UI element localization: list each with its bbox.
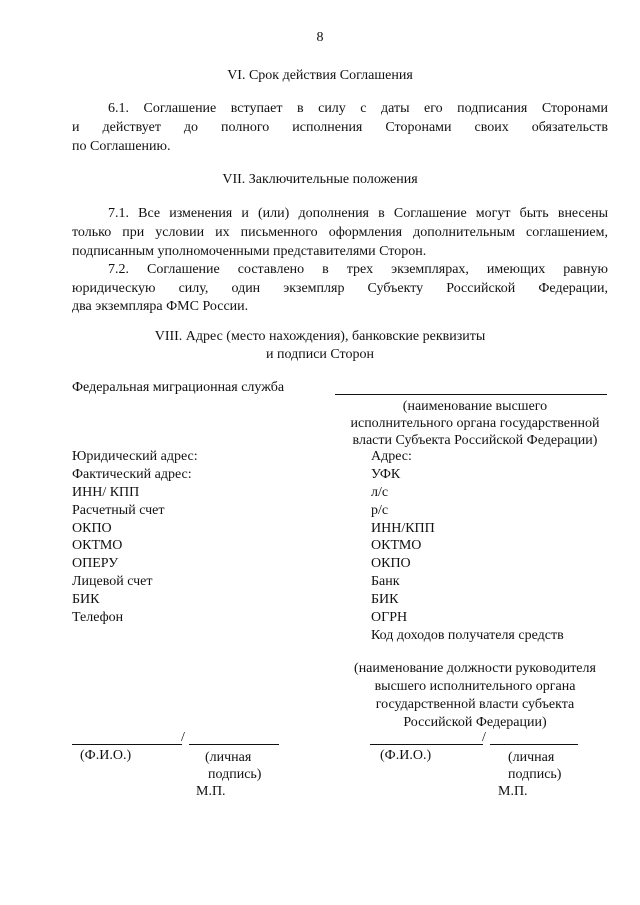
right-position-note-3: государственной власти субъекта <box>375 697 575 712</box>
section-7-para-2-line-1: 7.2. Соглашение составлено в трех экземплярах, имеющих равную <box>108 262 608 277</box>
section-7-para-2-line-3: два экземпляра ФМС России. <box>72 299 249 314</box>
section-7-para-1-line-3: подписанным уполномоченными представителями Сторон. <box>72 244 427 259</box>
left-field: ОКПО <box>72 520 112 536</box>
right-field: УФК <box>371 466 401 482</box>
section-7-para-1-line-1: 7.1. Все изменения и (или) дополнения в Соглашение могут быть внесены <box>108 206 608 221</box>
section-6-para-1-line-1: 6.1. Соглашение вступает в силу с даты его подписания Сторонами <box>108 101 608 116</box>
right-personal-label-2: подпись) <box>508 767 562 782</box>
left-field: Фактический адрес: <box>72 466 192 482</box>
left-field: БИК <box>72 592 100 608</box>
section-8-heading-line-2: и подписи Сторон <box>266 347 374 362</box>
right-field: ИНН/КПП <box>371 520 435 536</box>
right-party-name-note-2: исполнительного органа государственной <box>350 416 600 431</box>
section-7-heading: VII. Заключительные положения <box>222 172 418 187</box>
right-position-note-2: высшего исполнительного органа <box>374 679 576 694</box>
left-stamp-label: М.П. <box>196 784 226 799</box>
page-number: 8 <box>316 30 324 45</box>
right-stamp-label: М.П. <box>498 784 528 799</box>
right-fio-label: (Ф.И.О.) <box>380 748 432 763</box>
section-6-para-1-line-2: и действует до полного исполнения Сторонами своих обязательств <box>72 120 608 135</box>
left-fio-label: (Ф.И.О.) <box>80 748 132 763</box>
right-field: ОКТМО <box>371 538 422 554</box>
section-7-para-1-line-2: только при условии их письменного оформления дополнительным соглашением, <box>72 225 608 240</box>
right-field: БИК <box>371 592 399 608</box>
left-signature-line <box>189 744 279 745</box>
right-field: Адрес: <box>371 449 412 464</box>
left-field: Телефон <box>72 610 124 626</box>
left-personal-label-1: (личная <box>205 750 252 765</box>
left-field: Расчетный счет <box>72 502 165 518</box>
left-field: ИНН/ КПП <box>72 484 140 500</box>
right-field: Банк <box>371 574 400 590</box>
right-signature-slash: / <box>482 730 486 745</box>
section-8-heading-line-1: VIII. Адрес (место нахождения), банковские реквизиты <box>154 329 486 344</box>
right-field: л/с <box>371 484 389 500</box>
right-party-name-line <box>335 394 607 395</box>
right-personal-label-1: (личная <box>508 750 555 765</box>
left-field: ОПЕРУ <box>72 556 119 572</box>
right-party-requisites <box>371 448 564 645</box>
left-party-requisites <box>72 448 198 627</box>
left-field: Лицевой счет <box>72 574 153 590</box>
left-field: Юридический адрес: <box>72 449 198 464</box>
right-field: р/с <box>371 502 389 518</box>
right-party-name-note-3: власти Субъекта Российской Федерации) <box>352 433 598 448</box>
section-6-para-1-line-3: по Соглашению. <box>72 139 171 154</box>
right-position-note-1: (наименование должности руководителя <box>354 661 596 676</box>
left-signature-slash: / <box>181 730 185 745</box>
section-6-heading: VI. Срок действия Соглашения <box>227 68 413 83</box>
right-signature-line <box>490 744 578 745</box>
right-field: ОКПО <box>371 556 411 572</box>
section-7-para-2-line-2: юридическую силу, один экземпляр Субъекту Российской Федерации, <box>72 281 608 296</box>
right-party-name-note-1: (наименование высшего <box>402 399 548 414</box>
right-position-note-4: Российской Федерации) <box>403 715 547 730</box>
right-fio-line <box>370 744 483 745</box>
left-field: ОКТМО <box>72 538 123 554</box>
left-fio-line <box>72 744 182 745</box>
left-personal-label-2: подпись) <box>208 767 262 782</box>
left-party-name: Федеральная миграционная служба <box>72 380 285 395</box>
right-field: Код доходов получателя средств <box>371 627 564 643</box>
right-field: ОГРН <box>371 610 408 626</box>
